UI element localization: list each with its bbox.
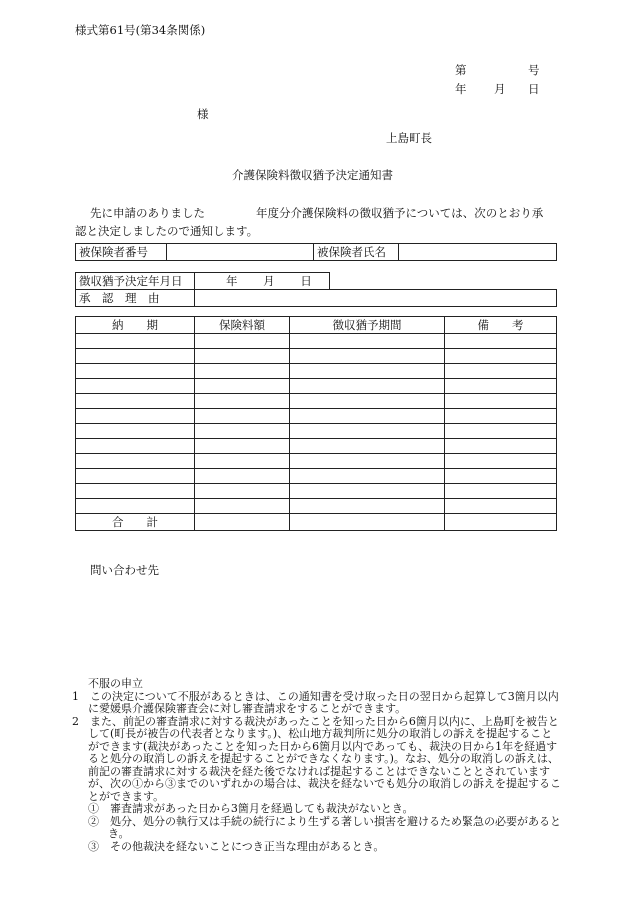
insured-number-label: 被保険者番号 <box>76 244 167 261</box>
objection-sub-2: ② 処分、処分の執行又は手続の続行により生ずる著しい損害を避けるため緊急の必要があるとき。 <box>88 814 561 840</box>
insured-number-value[interactable] <box>167 244 314 261</box>
intro-part2: 年度分介護保険料の徴収猶予については、次のとおり承 <box>256 206 544 220</box>
table-row <box>76 454 557 469</box>
objection-sub-1: ① 審査請求があった日から3箇月を経過しても裁決がないとき。 <box>88 802 414 815</box>
objection-section <box>72 678 562 853</box>
issuer: 上島町長 <box>386 131 432 145</box>
approval-reason-value[interactable] <box>195 290 557 307</box>
intro-part1: 先に申請のありました <box>90 206 205 220</box>
insured-name-value[interactable] <box>399 244 557 261</box>
number-dai: 第 <box>455 63 467 77</box>
intro-line2: 認と決定しましたので通知します。 <box>75 224 259 238</box>
header-remarks: 備 考 <box>445 317 557 334</box>
objection-item-1: 1 この決定について不服があるときは、この通知書を受け取った日の翌日から起算して3箇月以内に愛媛県介護保険審査会に対し審査請求をすることができます。 <box>72 689 559 715</box>
decision-year: 年 <box>226 274 238 288</box>
table-row <box>76 409 557 424</box>
date-year: 年 <box>455 82 467 96</box>
schedule-table <box>75 316 557 531</box>
approval-reason-label: 承 認 理 由 <box>76 290 195 307</box>
header-premium-amount: 保険料額 <box>195 317 290 334</box>
table-row <box>76 439 557 454</box>
table-row <box>76 424 557 439</box>
table-row <box>76 364 557 379</box>
objection-heading: 不服の申立 <box>88 677 143 690</box>
table-row <box>76 334 557 349</box>
decision-month: 月 <box>263 274 275 288</box>
decision-date-value[interactable] <box>195 273 330 290</box>
insured-table <box>75 243 557 261</box>
date-month: 月 <box>494 82 506 96</box>
decision-date-label: 徴収猶予決定年月日 <box>76 273 195 290</box>
addressee-suffix: 様 <box>197 107 209 121</box>
decision-day: 日 <box>300 274 312 288</box>
contact-label: 問い合わせ先 <box>90 563 159 577</box>
insured-name-label: 被保険者氏名 <box>314 244 399 261</box>
number-go: 号 <box>528 63 540 77</box>
table-row <box>76 349 557 364</box>
table-row <box>76 379 557 394</box>
decision-table <box>75 272 557 307</box>
form-number: 様式第61号(第34条関係) <box>75 23 206 37</box>
total-row <box>76 514 557 531</box>
document-title: 介護保険料徴収猶予決定通知書 <box>232 168 393 182</box>
date-day: 日 <box>528 82 540 96</box>
objection-sub-3: ③ その他裁決を経ないことにつき正当な理由があるとき。 <box>88 839 385 853</box>
table-row <box>76 394 557 409</box>
table-row <box>76 469 557 484</box>
header-deferral-period: 徴収猶予期間 <box>290 317 445 334</box>
table-row <box>76 499 557 514</box>
total-label: 合 計 <box>76 514 195 531</box>
header-due-date: 納 期 <box>76 317 195 334</box>
objection-item-2: 2 また、前記の審査請求に対する裁決があったことを知った日から6箇月以内に、上島町を被告として(町長が被告の代表者となります。)、松山地方裁判所に処分の取消しの訴えを提起することができます(裁決があったことを知った日から6箇月以内であっても、裁決の日から1年を経過すると処分の取消しの訴えを提起することができなくなります。)。なお、処分の取消しの訴えは、前記の審査請求に対する裁決を経た後でなければ提起することはできないこととされていますが、次の①から③までのいずれかの場合は、裁決を経ないでも処分の取消しの訴えを提起することができます。 <box>72 714 561 803</box>
table-row <box>76 484 557 499</box>
